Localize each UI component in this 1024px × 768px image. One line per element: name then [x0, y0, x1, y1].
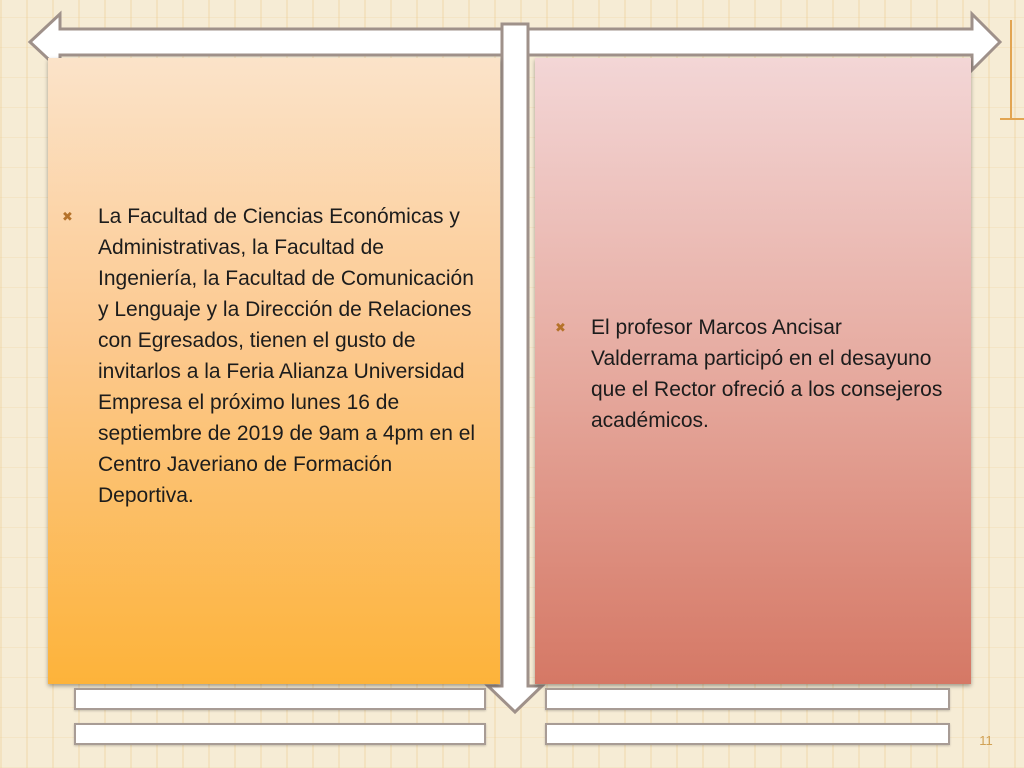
x-bullet-icon: ✖	[62, 209, 73, 224]
left-bullet-item	[62, 201, 486, 511]
x-bullet-icon: ✖	[555, 320, 566, 335]
right-content-panel	[535, 58, 971, 684]
right-bullet-text: El profesor Marcos Ancisar Valderrama participó en el desayuno que el Rector ofreció a los consejeros académicos.	[591, 316, 943, 432]
bottom-bar-right-lower	[545, 723, 950, 745]
slide-number: 11	[979, 733, 993, 748]
bottom-bar-right-upper	[545, 688, 950, 710]
right-bullet-item	[555, 312, 951, 436]
left-content-panel	[48, 58, 500, 684]
bottom-bar-left-upper	[74, 688, 486, 710]
left-bullet-text: La Facultad de Ciencias Económicas y Administrativas, la Facultad de Ingeniería, la Facultad de Comunicación y Lenguaje y la Dirección de Relaciones con Egresados, tienen el gusto de invitarlos a la Feria Alianza Universidad Empresa el próximo lunes 16 de septiembre de 2019 de 9am a 4pm en el Centro Javeriano de Formación Deportiva.	[98, 205, 476, 507]
bottom-bar-left-lower	[74, 723, 486, 745]
